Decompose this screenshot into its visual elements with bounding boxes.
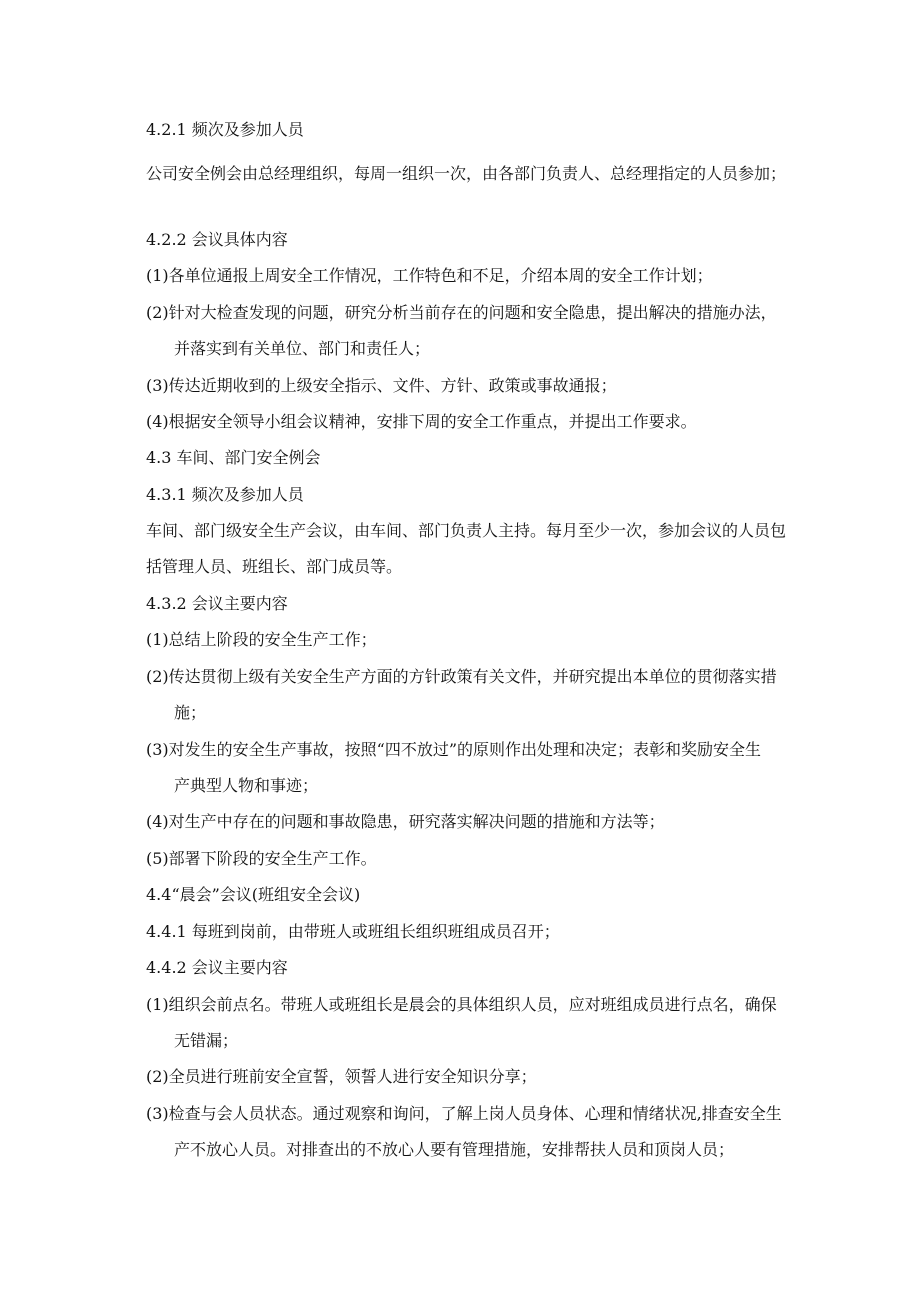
section-4-2-1-body: 公司安全例会由总经理组织，每周一组织一次，由各部门负责人、总经理指定的人员参加； <box>146 164 787 183</box>
list-item: (2)传达贯彻上级有关安全生产方面的方针政策有关文件，并研究提出本单位的贯彻落实措 <box>146 667 777 686</box>
list-item: (4)对生产中存在的问题和事故隐患，研究落实解决问题的措施和方法等； <box>146 812 665 831</box>
section-4-2-2-heading: 4.2.2 会议具体内容 <box>146 230 288 249</box>
list-item: (3)传达近期收到的上级安全指示、文件、方针、政策或事故通报； <box>146 376 617 395</box>
list-item: (1)总结上阶段的安全生产工作； <box>146 630 377 649</box>
list-item: (2)全员进行班前安全宣誓，领誓人进行安全知识分享； <box>146 1067 537 1086</box>
list-item-continuation: 并落实到有关单位、部门和责任人； <box>174 339 431 358</box>
section-4-4-heading: 4.4“晨会”会议(班组安全会议) <box>146 885 361 904</box>
list-item-continuation: 无错漏； <box>174 1031 239 1050</box>
list-item: (3)对发生的安全生产事故，按照“四不放过”的原则作出处理和决定；表彰和奖励安全生 <box>146 740 762 759</box>
list-item: (1)各单位通报上周安全工作情况，工作特色和不足，介绍本周的安全工作计划； <box>146 266 713 285</box>
section-4-3-1-heading: 4.3.1 频次及参加人员 <box>146 485 304 504</box>
paragraph-line: 车间、部门级安全生产会议，由车间、部门负责人主持。每月至少一次，参加会议的人员包 <box>146 521 787 540</box>
section-4-2-1-heading: 4.2.1 频次及参加人员 <box>146 120 304 139</box>
section-4-3-heading: 4.3 车间、部门安全例会 <box>146 448 321 467</box>
list-item: (4)根据安全领导小组会议精神，安排下周的安全工作重点，并提出工作要求。 <box>146 412 697 431</box>
list-item-continuation: 施； <box>174 703 207 722</box>
list-item-continuation: 产不放心人员。对排查出的不放心人要有管理措施，安排帮扶人员和顶岗人员； <box>174 1140 735 1159</box>
list-item-continuation: 产典型人物和事迹； <box>174 776 319 795</box>
list-item: (3)检查与会人员状态。通过观察和询问，了解上岗人员身体、心理和情绪状况,排查安全生 <box>146 1104 782 1123</box>
section-4-4-2-heading: 4.4.2 会议主要内容 <box>146 958 288 977</box>
list-item: (2)针对大检查发现的问题，研究分析当前存在的问题和安全隐患，提出解决的措施办法， <box>146 303 777 322</box>
list-item: (1)组织会前点名。带班人或班组长是晨会的具体组织人员，应对班组成员进行点名，确保 <box>146 995 777 1014</box>
paragraph-line: 括管理人员、班组长、部门成员等。 <box>146 557 403 576</box>
list-item: (5)部署下阶段的安全生产工作。 <box>146 849 377 868</box>
section-4-3-2-heading: 4.3.2 会议主要内容 <box>146 594 288 613</box>
section-4-4-1-text: 4.4.1 每班到岗前，由带班人或班组长组织班组成员召开； <box>146 922 560 941</box>
